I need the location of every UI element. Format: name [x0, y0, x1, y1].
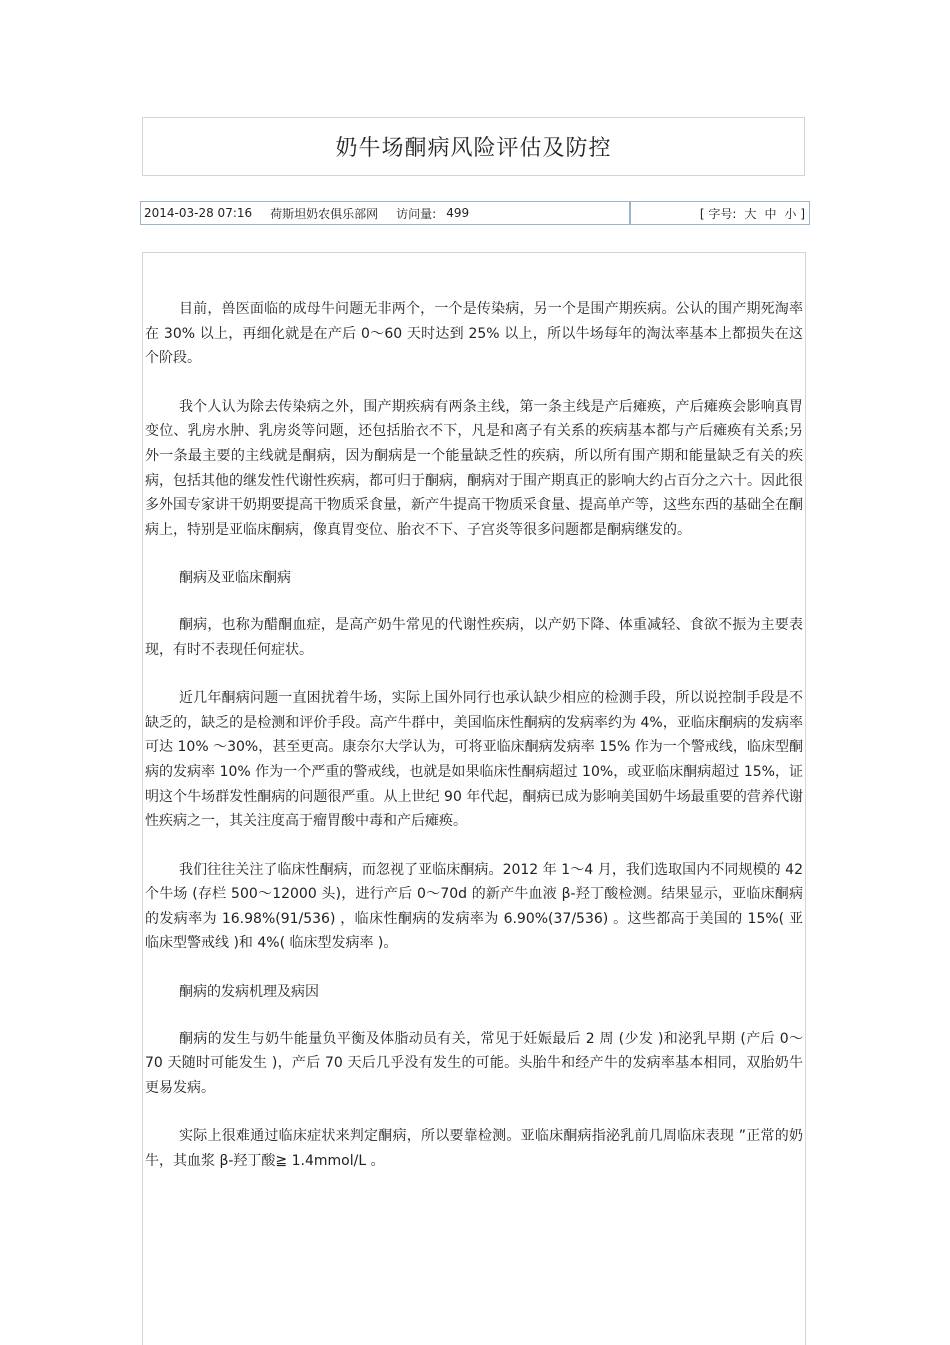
paragraph: 近几年酮病问题一直困扰着牛场，实际上国外同行也承认缺少相应的检测手段，所以说控制手段是不缺乏的，缺乏的是检测和评价手段。高产牛群中，美国临床性酮病的发病率约为 4%，亚临床酮病的发病率可达 10% ～30%，甚至更高。康奈尔大学认为，可将亚临床酮病发病率 15% 作为一个警戒线，临床型酮病的发病率 10% 作为一个严重的警戒线，也就是如果临床性酮病超过 10%，或亚临床酮病超过 15%，证明这个牛场群发性酮病的问题很严重。从上世纪 90 年代起，酮病已成为影响美国奶牛场最重要的营养代谢性疾病之一，其关注度高于瘤胃酸中毒和产后瘫痪。: [145, 690, 803, 830]
article-content-box: [142, 252, 806, 1345]
title-box: [142, 117, 805, 176]
paragraph: 酮病的发生与奶牛能量负平衡及体脂动员有关，常见于妊娠最后 2 周 (少发 )和泌乳早期 (产后 0～70 天随时可能发生 )，产后 70 天后几乎没有发生的可能。头胎牛和经产牛的发病率基本相同，双胎奶牛更易发病。: [145, 1030, 803, 1096]
section-heading: 酮病的发病机理及病因: [179, 984, 319, 1001]
article-meta-bar: [140, 201, 810, 225]
font-size-label: [ 字号:: [699, 206, 737, 221]
article-body: [143, 253, 805, 1174]
paragraph: 酮病，也称为醋酮血症，是高产奶牛常见的代谢性疾病，以产奶下降、体重减轻、食欲不振为主要表现，有时不表现任何症状。: [145, 616, 803, 658]
font-size-small-button[interactable]: 小 ]: [784, 206, 805, 221]
article-title: 奶牛场酮病风险评估及防控: [335, 136, 612, 161]
paragraph: 目前，兽医面临的成母牛问题无非两个，一个是传染病，另一个是围产期疾病。公认的围产期死淘率在 30% 以上，再细化就是在产后 0～60 天时达到 25% 以上，所以牛场每年的淘汰率基本上都损失在这个阶段。: [145, 301, 803, 367]
views-count: 499: [446, 206, 470, 220]
font-size-controls: [631, 202, 809, 224]
views-label: 访问量:: [396, 206, 437, 221]
meta-info: [141, 202, 631, 224]
font-size-medium-button[interactable]: 中: [764, 206, 777, 221]
paragraph: 我们往往关注了临床性酮病，而忽视了亚临床酮病。2012 年 1～4 月，我们选取国内不同规模的 42 个牛场 (存栏 500～12000 头)，进行产后 0～70d 的新产牛血液 β-羟丁酸检测。结果显示，亚临床酮病的发病率为 16.98%(91/536) ，临床性酮病的发病率为 6.90%(37/536) 。这些都高于美国的 15%( 亚临床型警戒线 )和 4%( 临床型发病率 )。: [145, 861, 803, 952]
font-size-large-button[interactable]: 大: [744, 206, 757, 221]
source-name: 荷斯坦奶农俱乐部网: [270, 206, 379, 221]
section-heading: 酮病及亚临床酮病: [179, 570, 291, 587]
paragraph: 我个人认为除去传染病之外，围产期疾病有两条主线，第一条主线是产后瘫痪，产后瘫痪会影响真胃变位、乳房水肿、乳房炎等问题，还包括胎衣不下，凡是和离子有关系的疾病基本都与产后瘫痪有关系;另外一条最主要的主线就是酮病，因为酮病是一个能量缺乏性的疾病，所以所有围产期和能量缺乏有关的疾病，包括其他的继发性代谢性疾病，都可归于酮病，酮病对于围产期真正的影响大约占百分之六十。因此很多外国专家讲干奶期要提高干物质采食量，新产牛提高干物质采食量、提高单产等，这些东西的基础全在酮病上，特别是亚临床酮病，像真胃变位、胎衣不下、子宫炎等很多问题都是酮病继发的。: [145, 398, 803, 538]
publish-datetime: 2014-03-28 07:16: [144, 206, 253, 220]
paragraph: 实际上很难通过临床症状来判定酮病，所以要靠检测。亚临床酮病指泌乳前几周临床表现 ”正常的奶牛，其血浆 β-羟丁酸≧ 1.4mmol/L 。: [145, 1128, 803, 1170]
